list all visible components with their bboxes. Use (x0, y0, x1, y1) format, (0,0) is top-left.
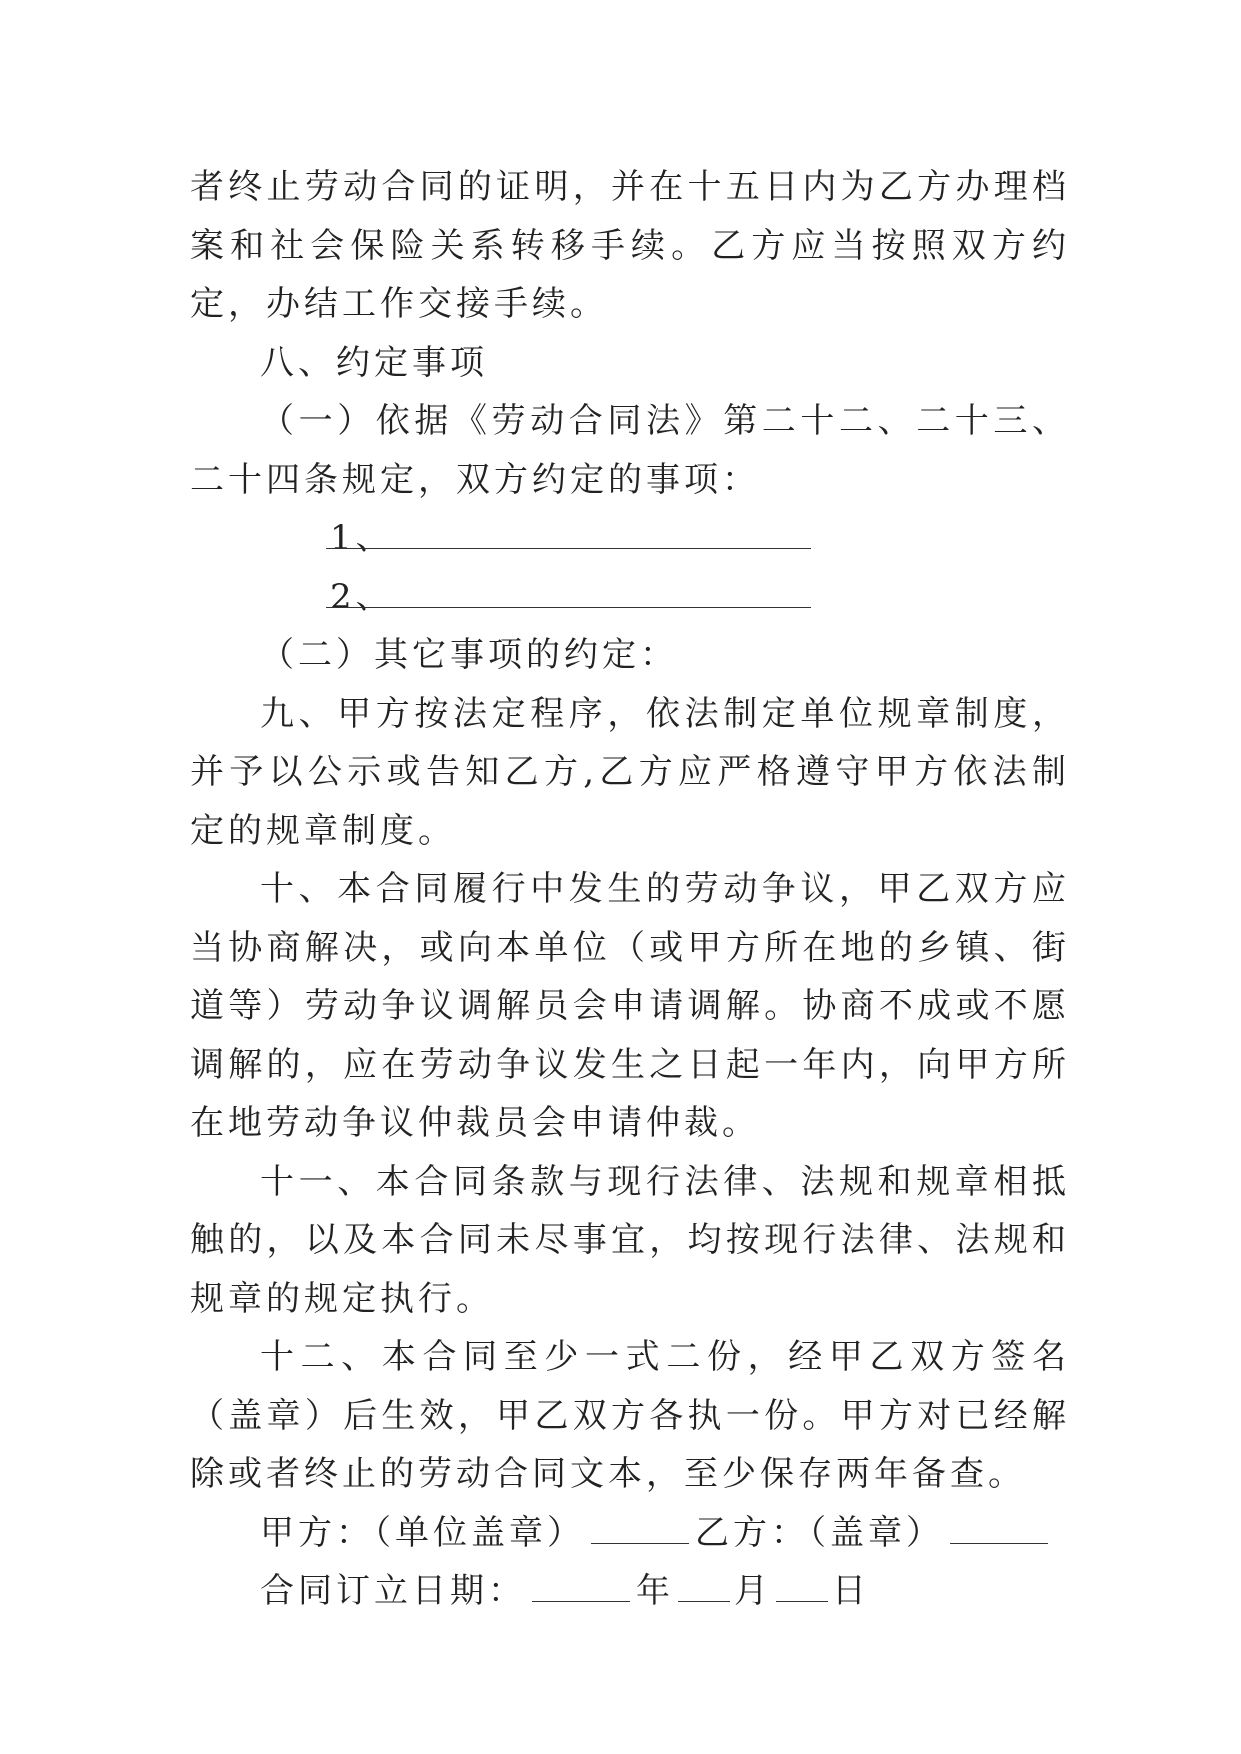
agreement-item-2 (190, 568, 1070, 627)
day-label: 日 (832, 1571, 870, 1611)
agreement-item-1 (190, 509, 1070, 568)
section-12: 十二、本合同至少一式二份，经甲乙双方签名（盖章）后生效，甲乙双方各执一份。甲方对已经解除或者终止的劳动合同文本，至少保存两年备查。 (190, 1337, 1070, 1494)
item-1-label: 1、 (330, 518, 394, 558)
paragraph-continued: 者终止劳动合同的证明，并在十五日内为乙方办理档案和社会保险关系转移手续。乙方应当按照双方约定，办结工作交接手续。 (190, 167, 1070, 324)
party-a-label: 甲方：（单位盖章） (260, 1512, 585, 1553)
section-8-title: 八、约定事项 (260, 342, 488, 383)
signature-line (190, 1504, 1070, 1563)
year-blank[interactable] (532, 1571, 630, 1602)
item-2-blank[interactable] (326, 577, 811, 608)
section-10: 十、本合同履行中发生的劳动争议，甲乙双方应当协商解决，或向本单位（或甲方所在地的乡镇、街道等）劳动争议调解员会申请调解。协商不成或不愿调解的，应在劳动争议发生之日起一年内，向甲方所在地劳动争议仲裁员会申请仲裁。 (190, 869, 1070, 1143)
date-line (190, 1562, 1070, 1621)
item-2-label: 2、 (330, 576, 394, 617)
month-blank[interactable] (678, 1571, 730, 1602)
section-8-1: （一）依据《劳动合同法》第二十二、二十三、二十四条规定，双方约定的事项： (190, 401, 1070, 500)
party-b-signature-blank[interactable] (950, 1513, 1048, 1544)
section-11: 十一、本合同条款与现行法律、法规和规章相抵触的，以及本合同未尽事宜，均按现行法律、法规和规章的规定执行。 (190, 1161, 1070, 1319)
party-a-signature-blank[interactable] (591, 1513, 689, 1544)
party-b-label: 乙方：（盖章） (695, 1512, 944, 1553)
day-blank[interactable] (776, 1571, 828, 1602)
section-8-2: （二）其它事项的约定： (260, 635, 678, 675)
month-label: 月 (734, 1571, 772, 1611)
date-label: 合同订立日期： (260, 1571, 526, 1611)
document-body (190, 158, 1070, 1621)
year-label: 年 (636, 1571, 674, 1611)
section-9: 九、甲方按法定程序，依法制定单位规章制度，并予以公示或告知乙方,乙方应严格遵守甲方依法制定的规章制度。 (190, 693, 1070, 851)
item-1-blank[interactable] (326, 518, 811, 549)
